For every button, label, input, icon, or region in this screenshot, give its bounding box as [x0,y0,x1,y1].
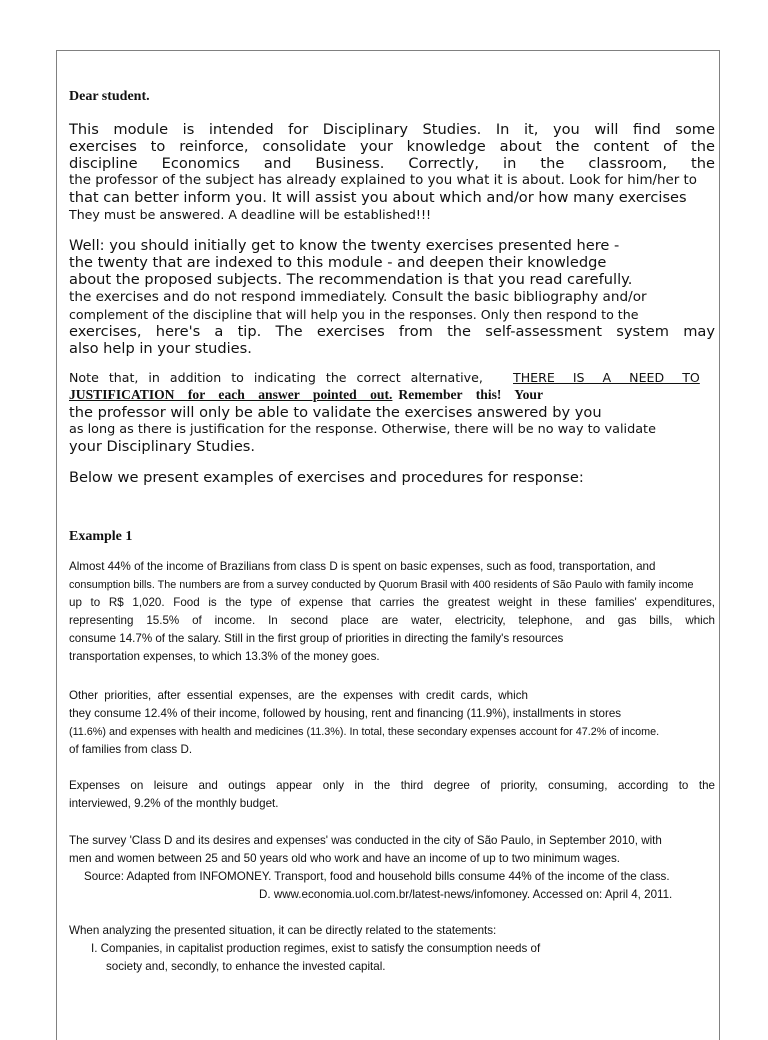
example-paragraph-4 [69,832,715,904]
text-line: that can better inform you. It will assist you about which and/or how many exercises [69,189,687,206]
statement-i: I. Companies, in capitalist production regimes, exist to satisfy the consumption needs of [91,942,541,955]
paragraph-justification [69,369,715,456]
text-line: Well: you should initially get to know the twenty exercises presented here - [69,237,620,254]
text-line: Note that, in addition to indicating the correct alternative, [69,370,483,385]
emphasis-remember: Remember this! Your [398,387,544,402]
text-line: the exercises and do not respond immediately. Consult the basic bibliography and/or [69,288,647,305]
document-page [56,50,720,1040]
emphasis-underlined: THERE IS A NEED TO [513,370,700,385]
text-line: about the proposed subjects. The recommendation is that you read carefully. [69,271,633,289]
example-title: Example 1 [69,529,133,544]
text-line: exercises to reinforce, consolidate your knowledge about the content of the [69,138,715,155]
text-line: interviewed, 9.2% of the monthly budget. [69,797,279,810]
text-line: Expenses on leisure and outings appear only in the third degree of priority, consuming, according to the [69,779,715,792]
text-line: the professor of the subject has already explained to you what it is about. Look for him/her to [69,173,697,188]
text-line: They must be answered. A deadline will be established!!! [69,207,432,222]
text-line: Almost 44% of the income of Brazilians from class D is spent on basic expenses, such as food, transportation, and [69,560,656,573]
text-line: The survey 'Class D and its desires and expenses' was conducted in the city of São Paulo, in September 2010, with [69,834,662,847]
text-line: men and women between 25 and 50 years old who work and have an income of up to two minimum wages. [69,852,621,865]
text-line: your Disciplinary Studies. [69,438,256,455]
text-line: When analyzing the presented situation, it can be directly related to the statements: [69,924,497,937]
text-line: discipline Economics and Business. Correctly, in the classroom, the [69,155,715,172]
paragraph-intro [69,121,715,223]
text-line: transportation expenses, to which 13.3% of the money goes. [69,650,380,663]
example-paragraph-5 [69,922,715,976]
text-line: representing 15.5% of income. In second place are water, electricity, telephone, and gas bills, which [69,614,715,627]
text-line: consume 14.7% of the salary. Still in the first group of priorities in directing the family's resources [69,632,564,645]
source-url: D. www.economia.uol.com.br/latest-news/infomoney. Accessed on: April 4, 2011. [259,888,673,901]
text-line: complement of the discipline that will help you in the responses. Only then respond to the [69,306,639,322]
text-line: This module is intended for Disciplinary Studies. In it, you will find some [69,121,715,138]
text-line: of families from class D. [69,743,193,756]
text-line: (11.6%) and expenses with health and medicines (11.3%). In total, these secondary expenses account for 47.2% of income. [69,726,660,738]
text-line: society and, secondly, to enhance the invested capital. [106,960,386,973]
text-line: also help in your studies. [69,340,252,358]
source-citation: Source: Adapted from INFOMONEY. Transport, food and household bills consume 44% of the income of the class. [84,870,670,883]
paragraph-instructions [69,237,715,357]
text-line: consumption bills. The numbers are from a survey conducted by Quorum Brasil with 400 residents of São Paulo with family income [69,579,694,591]
example-paragraph-2 [69,687,715,759]
text-line: up to R$ 1,020. Food is the type of expense that carries the greatest weight in these families' expenditures, [69,596,715,609]
example-paragraph-1 [69,558,715,666]
text-line: the twenty that are indexed to this module - and deepen their knowledge [69,254,607,272]
greeting: Dear student. [69,89,150,104]
emphasis-justification: JUSTIFICATION for each answer pointed out. [69,387,393,402]
text-line: Other priorities, after essential expenses, are the expenses with credit cards, which [69,689,528,702]
text-line: they consume 12.4% of their income, followed by housing, rent and financing (11.9%), installments in stores [69,707,622,720]
intro-line: Below we present examples of exercises and procedures for response: [69,469,584,486]
text-line: as long as there is justification for the response. Otherwise, there will be no way to validate [69,422,656,437]
text-line: exercises, here's a tip. The exercises from the self-assessment system may [69,323,715,341]
example-paragraph-3 [69,777,715,813]
text-line: the professor will only be able to validate the exercises answered by you [69,404,602,421]
